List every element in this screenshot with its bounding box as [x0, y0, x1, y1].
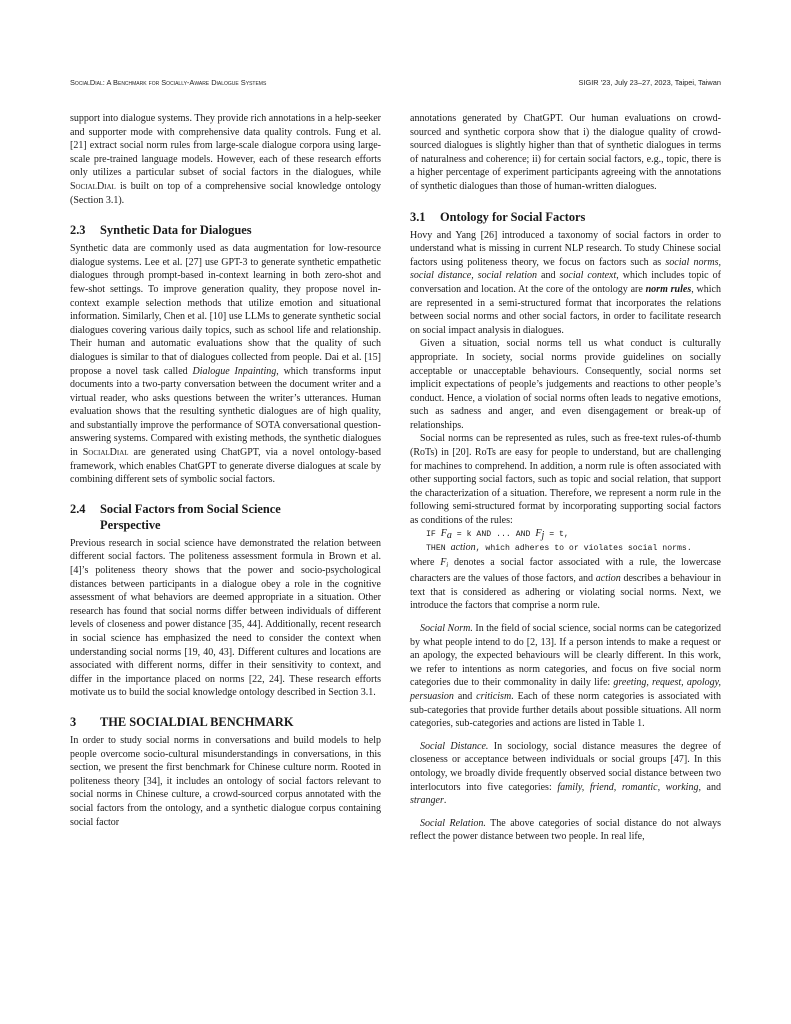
- paragraph: support into dialogue systems. They provide rich annotations in a help-seeker and supporter mode with comprehensive data quality controls. Fung et al. [21] extract social norm rules from large-scale dialogue corpora using large-scale pre-trained language models. However, each of these research efforts only utilizes a particular subset of social factors in the dialogues, while SocialDial is built on top of a comprehensive social knowledge ontology (Section 3.1).: [70, 113, 381, 206]
- section-heading-2-3: 2.3 Synthetic Data for Dialogues: [70, 223, 252, 238]
- paragraph: Social Norm. In the field of social science, social norms can be categorized by what people intend to do [2, 13]. If a person intends to make a request or an apology, the expected behaviours will be clearly different. In this work, we refer to intentions as norm categories, and focus on five social norm categories due to their commonality in daily life: greeting, request, apology, persuasion and criticism. Each of these norm categories is associated with sub-categories that provide further details about possible situations. All norm categories, sub-categories and actions are listed in Table 1.: [410, 623, 722, 730]
- running-title: SocialDial: A Benchmark for Socially-Aware Dialogue Systems: [70, 78, 267, 87]
- conference-info: SIGIR '23, July 23–27, 2023, Taipei, Taiwan: [578, 78, 721, 87]
- paragraph: where $F_i$ denotes a social factor associated with a rule, the lowercase characters are the values of those factors, and action describes a behaviour in text that is considered as adhering or violating social norms. Next, we introduce the factors that comprise a norm rule.: [410, 556, 721, 612]
- paragraph: Given a situation, social norms tell us what conduct is culturally appropriate. In society, social norms provide guidelines on socially acceptable or unacceptable behaviours. Consequently, social norms set implicit expectations of people’s judgements and reactions to other people’s conduct. Hence, a violation of social norms often leads to negative emotions, such as sadness and anger, and even disengagement or break-up of relationships.: [410, 338, 721, 431]
- section-heading-3: 3 THE SOCIALDIAL BENCHMARK: [70, 714, 294, 729]
- paragraph: Synthetic data are commonly used as data augmentation for low-resource dialogue systems. Lee et al. [27] use GPT-3 to generate synthetic empathetic dialogues through prompt-based in-context learning in both zero-shot and few-shot settings. To improve generation quality, they propose novel in-context example selection methods that utilize emotion and situational information. Similarly, Chen et al. [10] use LLMs to generate synthetic social dialogues covering various daily topics, such as school life and relationship. Their human and automatic evaluations show that the quality of such dialogues is similar to that of dialogues collected from people. Dai et al. [15] propose a novel task called Dialogue Inpainting, which transforms input documents into a two-party conversation between the document writer and a virtual reader, who asks questions between the writer’s utterances. Human evaluation shows that the resulting synthetic dialogues are of high quality, and substantially improve the performance of SOTA conversational question-answering systems. Compared with existing methods, the synthetic dialogues in SocialDial are generated using ChatGPT, via a novel ontology-based framework, which enables ChatGPT to generate diverse dialogues at scale by combining different sets of symbolic social factors.: [70, 243, 382, 486]
- paragraph: annotations generated by ChatGPT. Our human evaluations on crowd-sourced and synthetic corpora show that i) the dialogue quality of crowd-sourced dialogues is slightly higher than that of synthetic dialogues in terms of naturalness and coherence; ii) for certain social factors, e.g., topic, there is a higher percentage of experiment participants agreeing with the annotations of synthetic dialogues than those of human-written dialogues.: [410, 113, 721, 192]
- paragraph: Social Relation. The above categories of social distance do not always reflect the power distance between two people. In real life,: [410, 817, 721, 843]
- norm-rule-format: IF Fa = k AND ... AND Fj = t, THEN action, which adheres to or violates social norms.: [426, 527, 692, 554]
- right-column: [410, 112, 721, 844]
- section-heading-2-4: 2.4 Social Factors from Social Science Perspective: [70, 501, 281, 532]
- paragraph: Social Distance. In sociology, social distance measures the degree of closeness or acceptance between individuals or social groups [47]. In this ontology, we broadly divide frequently observed social distance between two interlocutors into five categories: family, friend, romantic, working, and stranger.: [410, 740, 721, 807]
- paragraph: In order to study social norms in conversations and build models to help people overcome socio-cultural misunderstandings in conversations, in this section, we present the first benchmark for Chinese culture norm. Rooted in politeness theory [34], it includes an ontology of social factors relevant to social norms in Chinese culture, a crowd-sourced corpus annotated with the social factors from the ontology, and a synthetic dialogue corpus containing social factor: [70, 734, 381, 828]
- left-column: [70, 112, 381, 829]
- paragraph: Social norms can be represented as rules, such as free-text rules-of-thumb (RoTs) in [20]. RoTs are easy for people to understand, but are challenging for machines to comprehend. In addition, a norm rule is often associated with other supporting social factors, such as topic and social relation, that support the characterization of a situation. Therefore, we represent a norm rule in the following semi-structured format by incorporating supporting social factors as conditions of the rules:: [410, 433, 721, 527]
- section-heading-3-1: 3.1 Ontology for Social Factors: [410, 209, 586, 224]
- paragraph: Previous research in social science have demonstrated the relation between different social factors. The politeness assessment formula in Brown et al. [4]’s politeness theory shows that the power and socio-psychological distances between participants in a dialogue obey a role in the cognitive assessment of what behaviors are deemed appropriate in a situation. Other research has found that social norms differ between individuals of different levels of closeness and power distance [35, 44]. Additionally, recent research in social science has emphasized the need to consider the context when understanding social norms [19, 40, 43]. Different cultures and locations are associated with different norms, differ in their sensitivity to context, and differ in the importance placed on norms [22, 24]. These research efforts motivate us to build the social knowledge ontology described in Section 3.1.: [70, 537, 381, 699]
- paragraph: Hovy and Yang [26] introduced a taxonomy of social factors in order to understand what is missing in current NLP research. To study Chinese social factors using politeness theory, we focus on factors such as social norms, social distance, social relation and social context, which includes topic of conversation and location. At the core of the ontology are norm rules, which are represented in a semi-structured format that incorporates the relations between social norms and other social factors, in order to facilitate research on social impact analysis in dialogues.: [410, 229, 721, 336]
- running-header: [70, 78, 721, 92]
